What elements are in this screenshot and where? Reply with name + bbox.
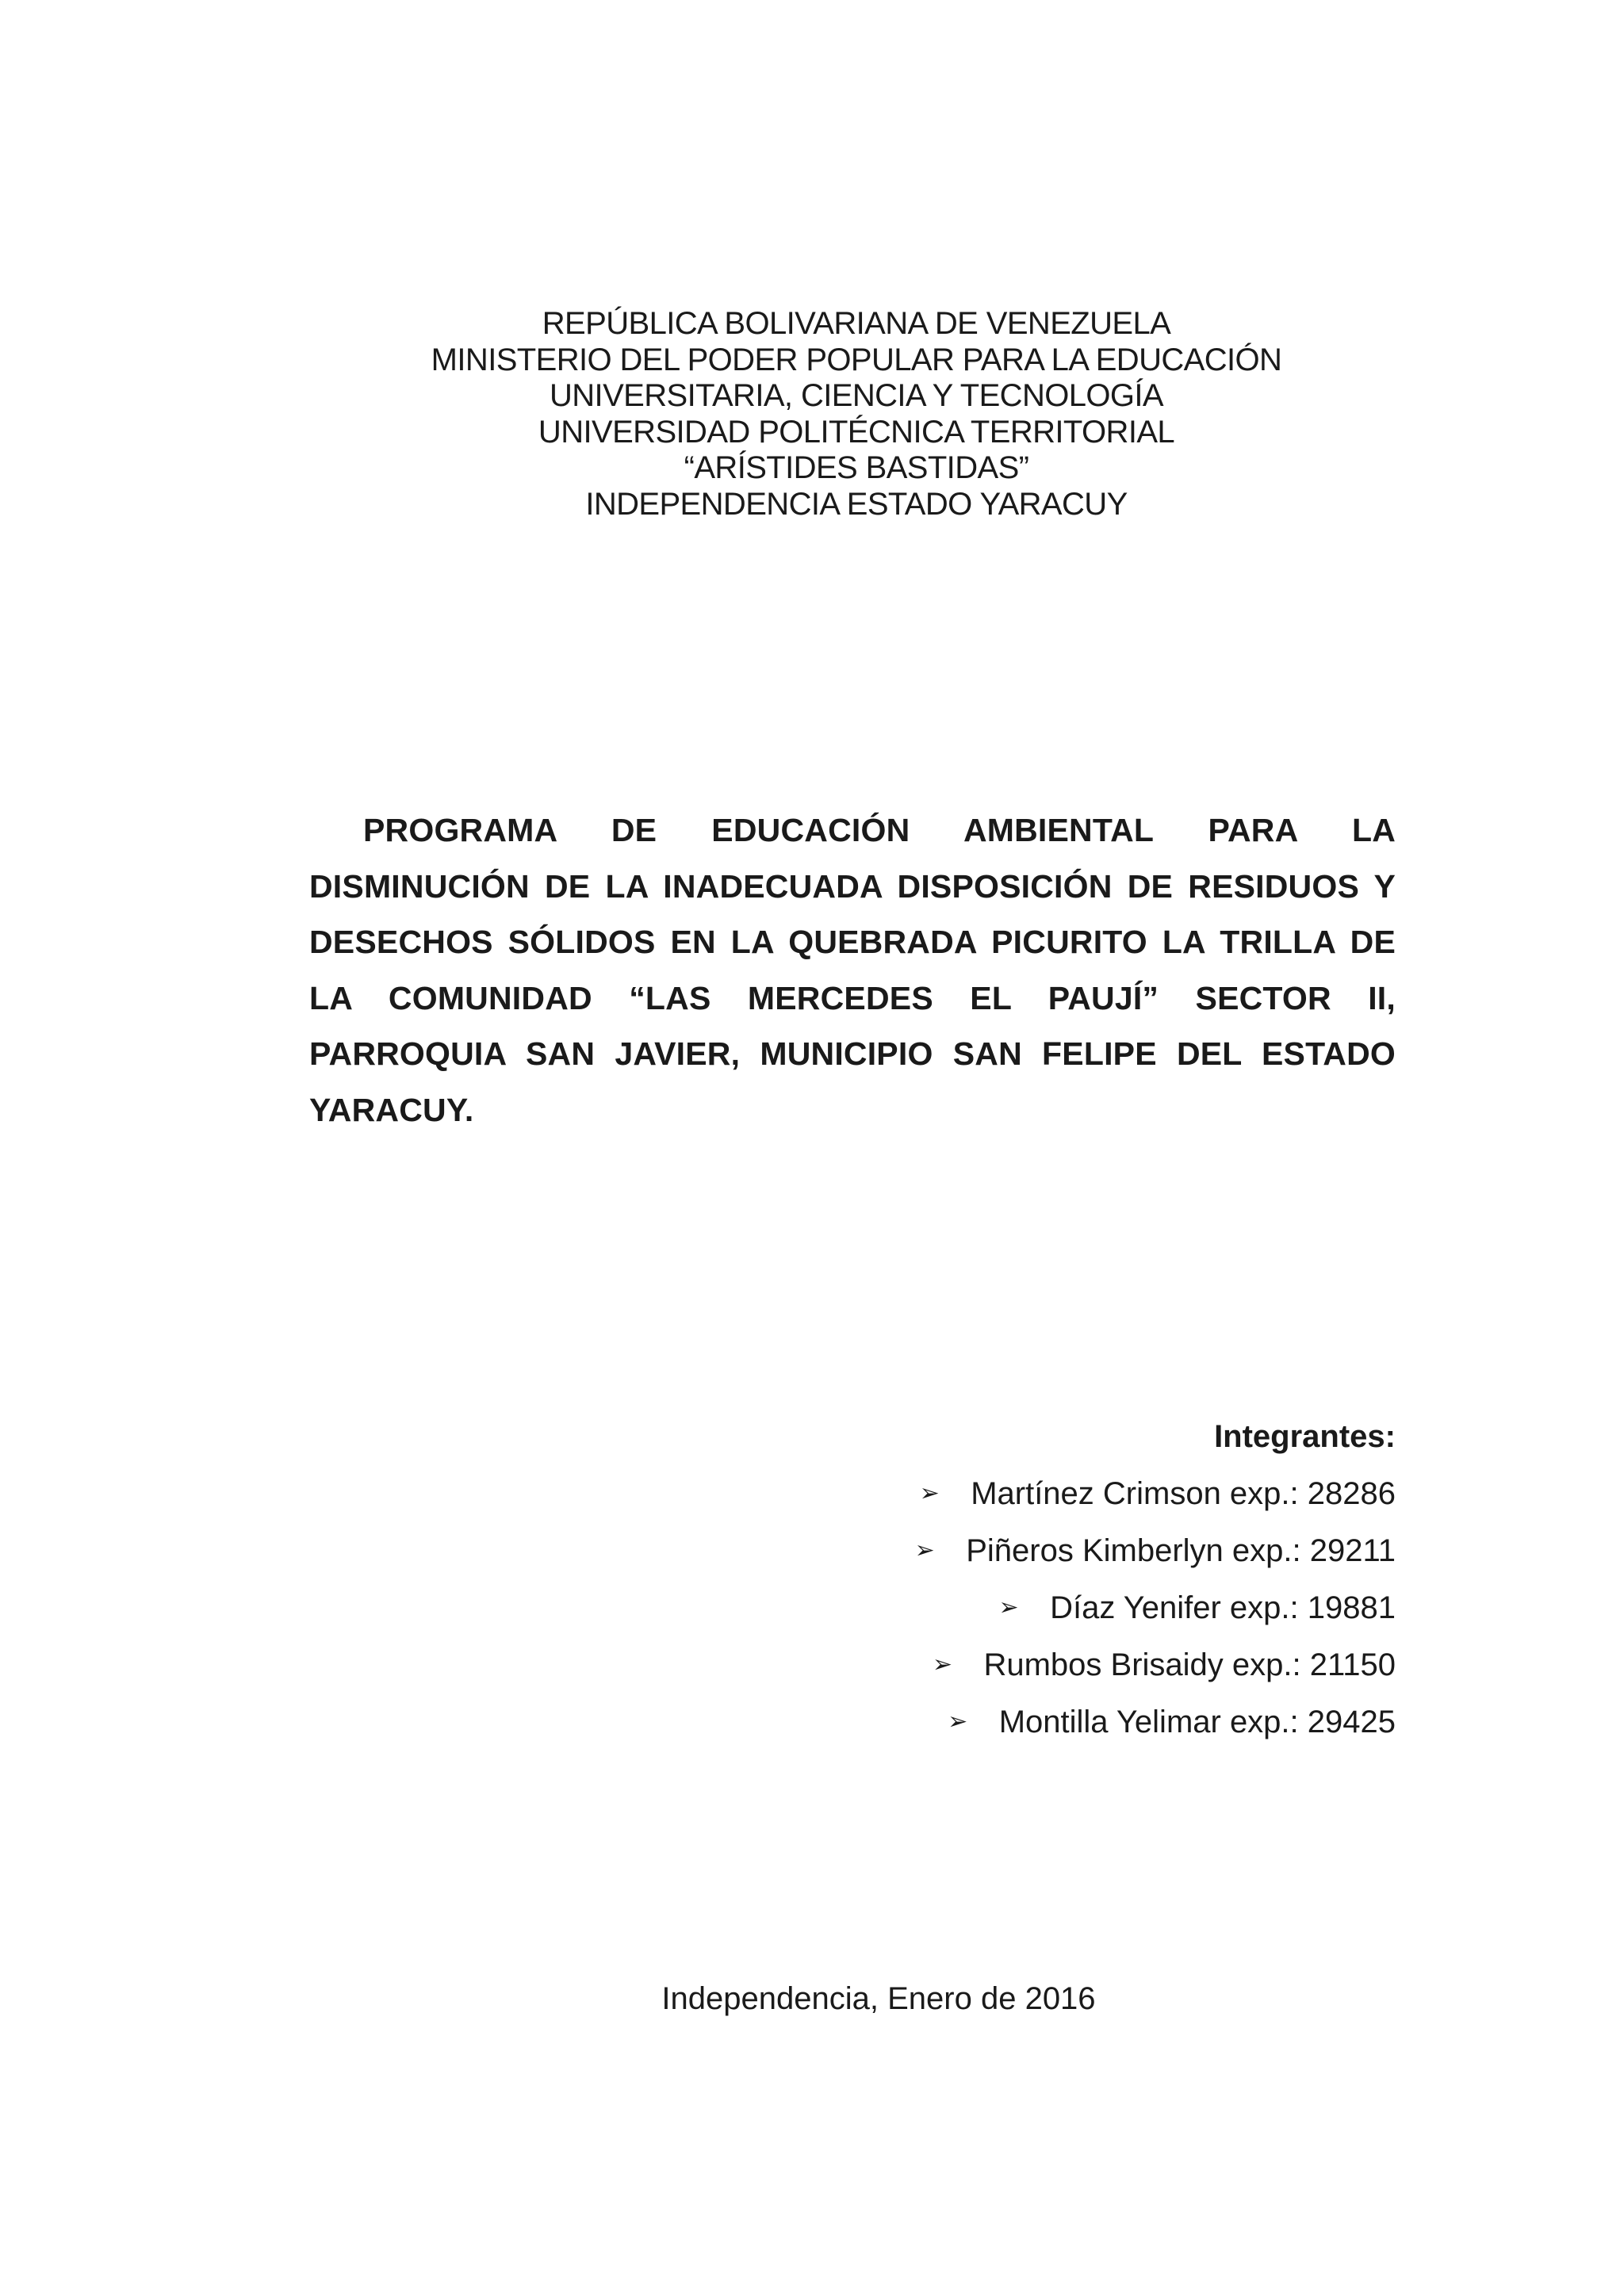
header-line-ministry-cont: UNIVERSITARIA, CIENCIA Y TECNOLOGÍA — [549, 378, 1164, 413]
member-text: Rumbos Brisaidy exp.: 21150 — [983, 1647, 1396, 1682]
arrow-bullet-icon: ➢ — [998, 1594, 1019, 1621]
member-item — [909, 1636, 1396, 1693]
member-item — [909, 1693, 1396, 1751]
member-text: Martínez Crimson exp.: 28286 — [971, 1476, 1396, 1511]
institution-header — [0, 306, 1624, 522]
arrow-bullet-icon: ➢ — [932, 1651, 953, 1678]
arrow-bullet-icon: ➢ — [919, 1479, 940, 1507]
arrow-bullet-icon: ➢ — [914, 1536, 935, 1564]
member-text: Piñeros Kimberlyn exp.: 29211 — [966, 1533, 1396, 1568]
arrow-bullet-icon: ➢ — [948, 1708, 968, 1735]
members-heading: Integrantes: — [1214, 1419, 1396, 1454]
members-section — [909, 1408, 1396, 1751]
place-and-date: Independencia, Enero de 2016 — [661, 1981, 1096, 2016]
document-title: PROGRAMA DE EDUCACIÓN AMBIENTAL PARA LA DISMINUCIÓN DE LA INADECUADA DISPOSICIÓN DE RESIDUOS Y DESECHOS SÓLIDOS EN LA QUEBRADA PICURITO LA TRILLA DE LA COMUNIDAD “LAS MERCEDES EL PAUJÍ” SECTOR II, PARROQUIA SAN JAVIER, MUNICIPIO SAN FELIPE DEL ESTADO YARACUY. — [309, 812, 1396, 1128]
header-line-university: UNIVERSIDAD POLITÉCNICA TERRITORIAL — [538, 414, 1175, 450]
header-line-ministry: MINISTERIO DEL PODER POPULAR PARA LA EDUCACIÓN — [431, 342, 1282, 377]
member-item — [909, 1465, 1396, 1522]
member-text: Díaz Yenifer exp.: 19881 — [1050, 1590, 1396, 1625]
member-text: Montilla Yelimar exp.: 29425 — [998, 1705, 1396, 1739]
header-line-country: REPÚBLICA BOLIVARIANA DE VENEZUELA — [542, 306, 1171, 341]
header-line-university-name: “ARÍSTIDES BASTIDAS” — [684, 450, 1029, 485]
member-item — [909, 1579, 1396, 1636]
member-item — [909, 1522, 1396, 1579]
header-line-location: INDEPENDENCIA ESTADO YARACUY — [585, 486, 1128, 522]
